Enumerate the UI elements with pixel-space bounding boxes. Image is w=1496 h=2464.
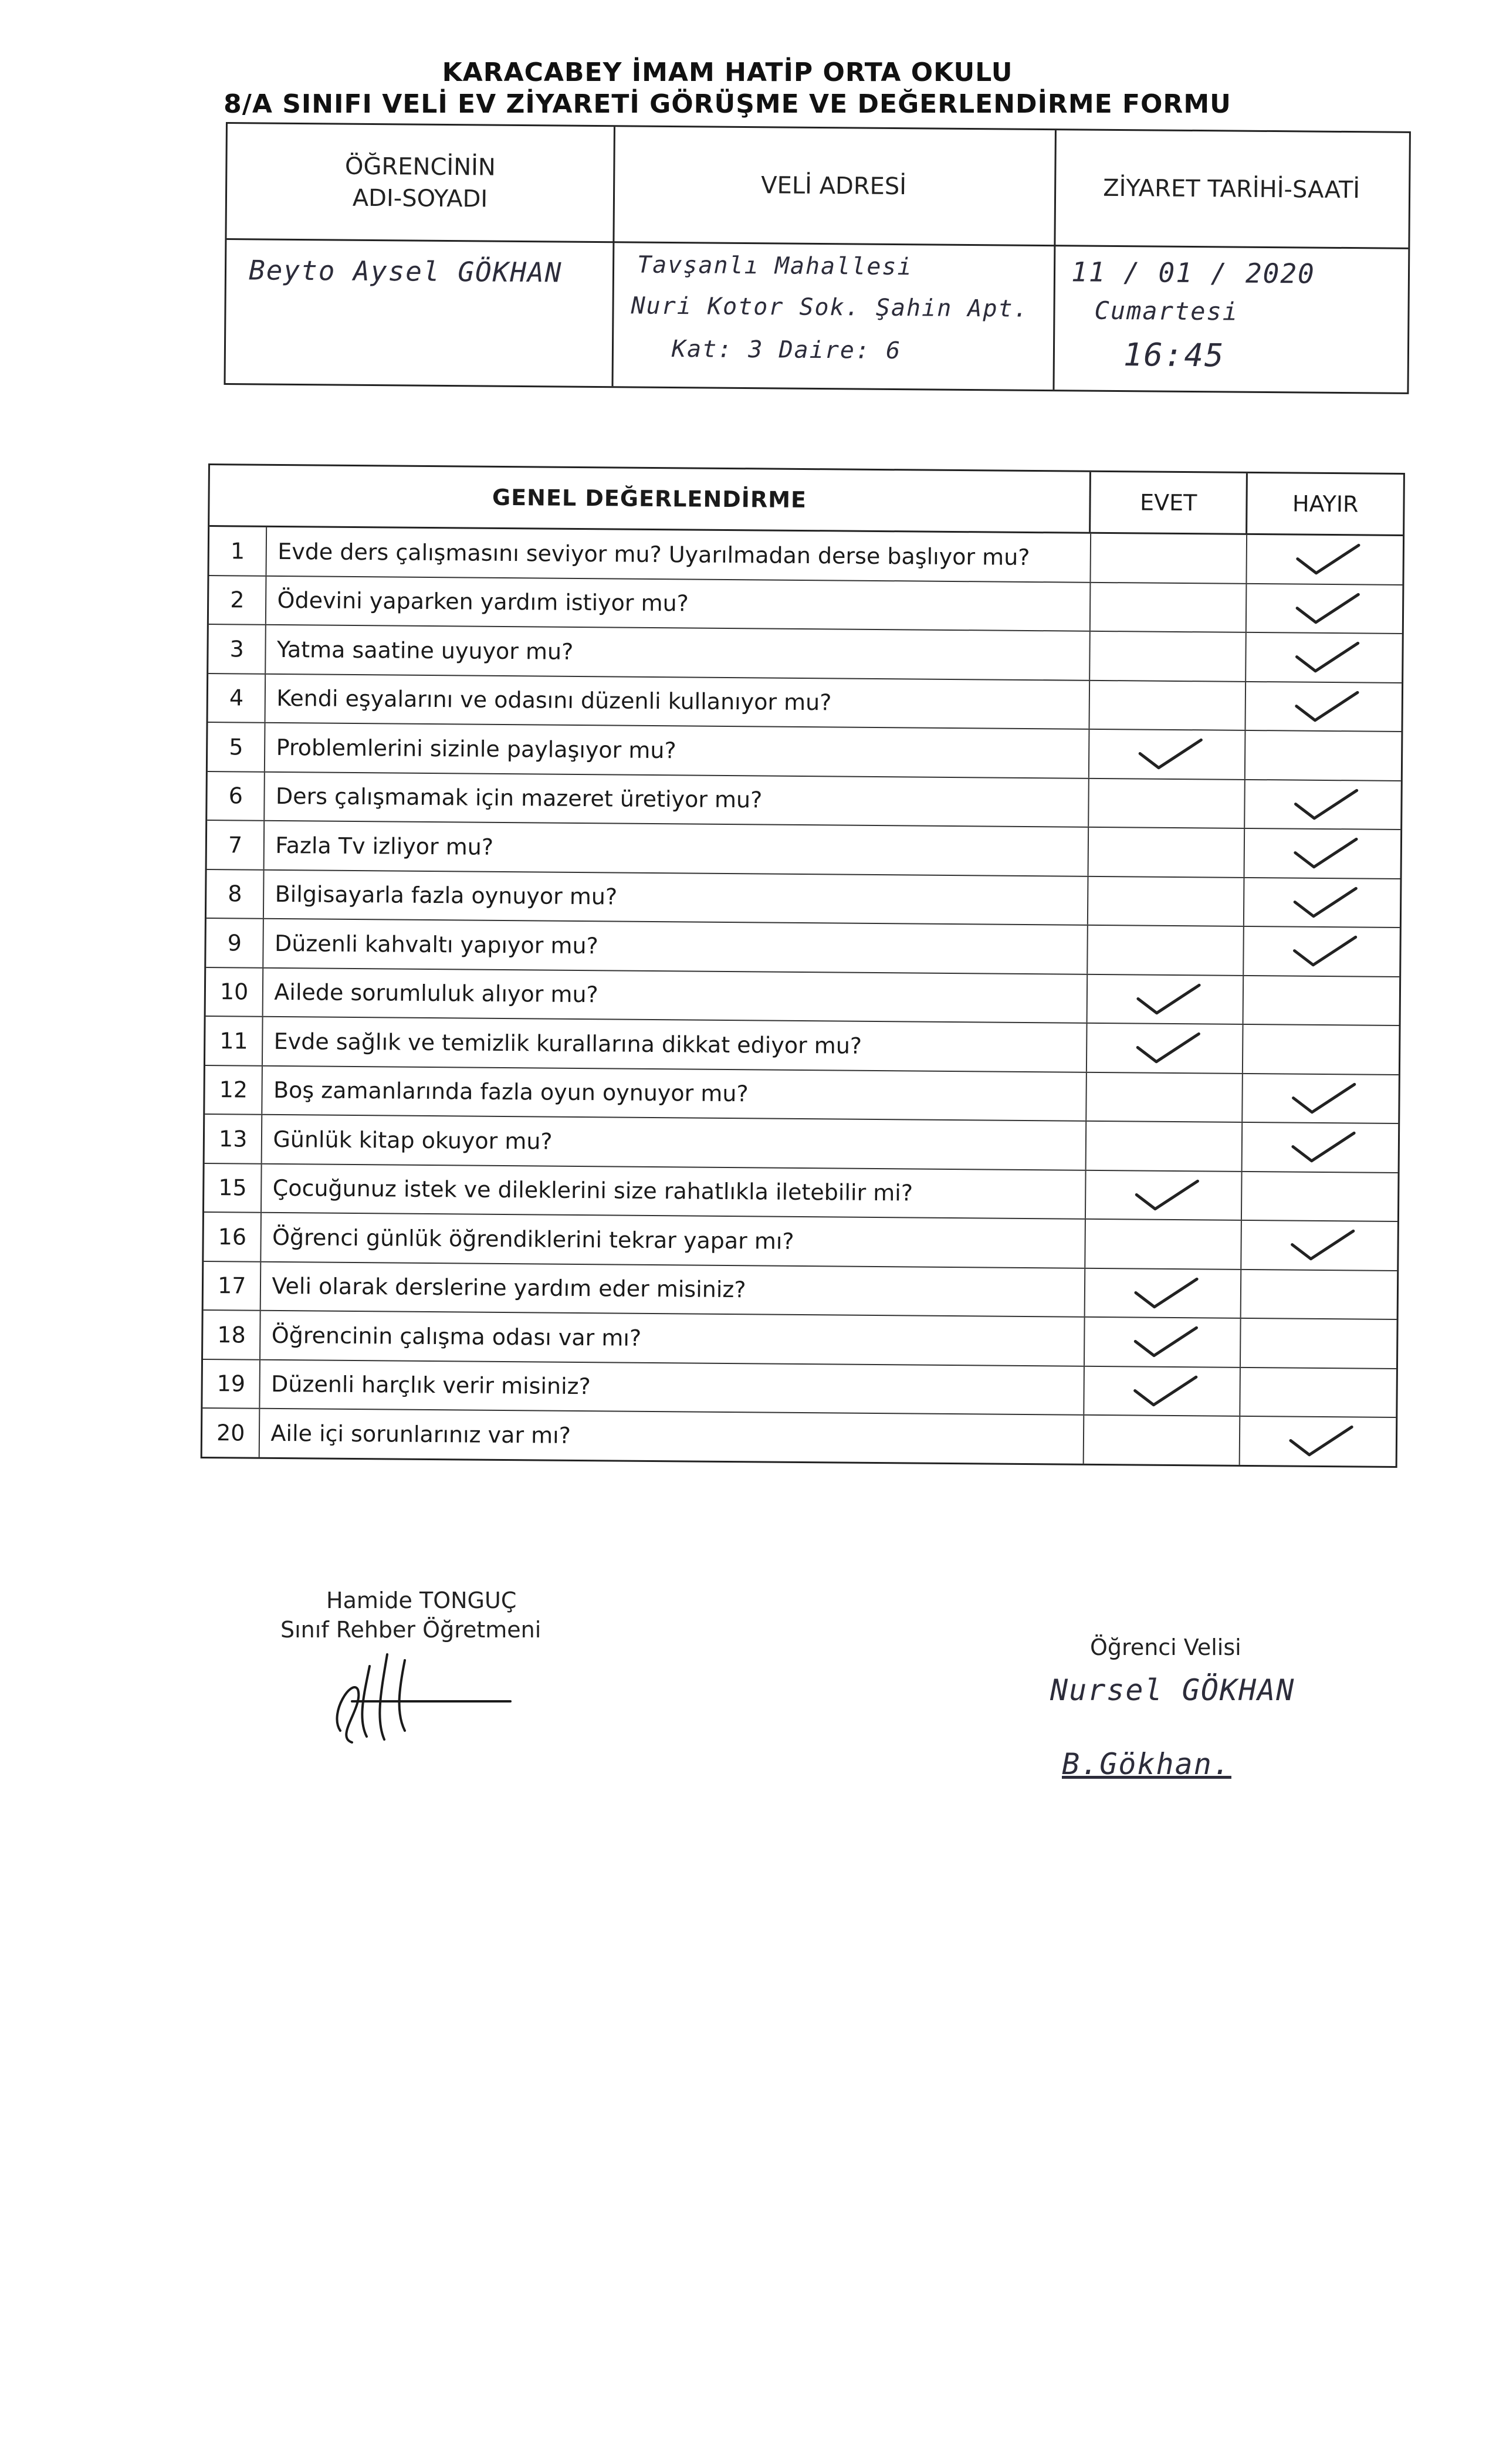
- address-line2: Nuri Kotor Sok. Şahin Apt.: [631, 292, 1029, 323]
- check-mark-icon: [1291, 784, 1362, 825]
- no-cell: [1241, 1221, 1397, 1270]
- table-row: [207, 870, 1400, 928]
- table-row: [204, 1163, 1398, 1221]
- row-question: Günlük kitap okuyor mu?: [273, 1126, 553, 1155]
- student-header-line1: ÖĞRENCİNİN: [344, 153, 496, 181]
- blank-area: [0, 2042, 1496, 2464]
- no-cell: [1243, 878, 1400, 927]
- no-cell: [1242, 1025, 1399, 1074]
- table-row: [204, 1213, 1397, 1271]
- yes-cell: [1087, 876, 1244, 926]
- yes-cell: [1088, 779, 1244, 828]
- no-column-header: HAYIR: [1246, 473, 1403, 534]
- no-cell: [1246, 535, 1403, 584]
- table-row: [207, 772, 1401, 830]
- row-question: Aile içi sorunlarınız var mı?: [270, 1420, 571, 1448]
- row-number: 10: [206, 967, 264, 1016]
- row-number: 19: [202, 1359, 260, 1407]
- visit-date: 11 / 01 / 2020: [1071, 256, 1315, 290]
- visit-day: Cumartesi: [1094, 296, 1239, 326]
- address-line1: Tavşanlı Mahallesi: [637, 251, 913, 281]
- row-question: Ailede sorumluluk alıyor mu?: [274, 979, 598, 1008]
- yes-cell: [1087, 828, 1244, 877]
- form-title: 8/A SINIFI VELİ EV ZİYARETİ GÖRÜŞME VE DEĞERLENDİRME FORMU: [224, 89, 1231, 119]
- row-question: Boş zamanlarında fazla oyun oynuyor mu?: [273, 1077, 749, 1107]
- row-question: Yatma saatine uyuyor mu?: [276, 636, 574, 665]
- visit-header: [1054, 130, 1409, 248]
- student-name-value: Beyto Aysel GÖKHAN: [248, 254, 563, 289]
- yes-cell: [1085, 1170, 1241, 1220]
- table-row: [206, 919, 1400, 977]
- no-cell: [1240, 1270, 1397, 1319]
- row-number: 4: [208, 674, 266, 722]
- yes-cell: [1086, 974, 1243, 1024]
- no-cell: [1240, 1368, 1396, 1417]
- check-mark-icon: [1130, 1370, 1201, 1412]
- no-cell: [1239, 1417, 1396, 1466]
- check-mark-icon: [1292, 588, 1363, 629]
- yes-cell: [1087, 926, 1243, 975]
- check-mark-icon: [1135, 733, 1206, 775]
- yes-cell: [1089, 534, 1246, 583]
- yes-column-header: EVET: [1089, 472, 1246, 533]
- no-cell: [1244, 731, 1401, 780]
- row-question: Öğrenci günlük öğrendiklerini tekrar yapar mı?: [272, 1224, 794, 1254]
- table-row: [209, 527, 1403, 585]
- address-header-label: VELİ ADRESİ: [761, 171, 907, 200]
- no-cell: [1245, 633, 1402, 682]
- table-row: [209, 576, 1403, 634]
- table-row: [205, 1115, 1399, 1173]
- row-number: 16: [204, 1213, 262, 1261]
- no-cell: [1240, 1319, 1396, 1368]
- row-question: Evde sağlık ve temizlik kurallarına dikkat ediyor mu?: [273, 1028, 862, 1059]
- row-question: Düzenli harçlık verir misiniz?: [270, 1371, 591, 1400]
- table-row: [202, 1409, 1396, 1465]
- table-row: [205, 1065, 1399, 1123]
- student-header-line2: ADI-SOYADI: [352, 184, 488, 213]
- row-question: Fazla Tv izliyor mu?: [275, 832, 494, 860]
- no-cell: [1244, 829, 1400, 878]
- address-header: [612, 127, 1055, 245]
- student-name-header: [226, 124, 614, 241]
- yes-cell: [1089, 583, 1246, 632]
- table-row: [208, 723, 1402, 781]
- check-mark-icon: [1288, 1224, 1359, 1266]
- row-number: 17: [204, 1261, 262, 1309]
- yes-cell: [1084, 1268, 1241, 1318]
- check-mark-icon: [1133, 1027, 1204, 1069]
- no-cell: [1242, 1074, 1399, 1123]
- table-row: [203, 1311, 1397, 1369]
- table-row: [208, 674, 1402, 732]
- no-cell: [1243, 976, 1399, 1025]
- check-mark-icon: [1292, 637, 1363, 679]
- row-question: Ders çalışmamak için mazeret üretiyor mu?: [275, 783, 763, 813]
- check-mark-icon: [1289, 1078, 1360, 1119]
- yes-cell: [1084, 1220, 1241, 1269]
- teacher-title: Sınıf Rehber Öğretmeni: [280, 1617, 541, 1643]
- check-mark-icon: [1132, 1175, 1203, 1216]
- yes-cell: [1088, 681, 1245, 730]
- check-mark-icon: [1133, 979, 1204, 1020]
- yes-cell: [1084, 1318, 1240, 1367]
- yes-cell: [1083, 1416, 1240, 1465]
- row-number: 12: [205, 1065, 263, 1113]
- info-table: [224, 122, 1410, 394]
- row-question: Evde ders çalışmasını seviyor mu? Uyarılmadan derse başlıyor mu?: [277, 538, 1030, 570]
- no-cell: [1243, 927, 1400, 976]
- visit-time: 16:45: [1123, 336, 1225, 374]
- row-question: Kendi eşyalarını ve odasını düzenli kullanıyor mu?: [276, 685, 832, 716]
- evaluation-table: [201, 463, 1405, 1467]
- row-question: Problemlerini sizinle paylaşıyor mu?: [276, 734, 676, 764]
- row-number: 20: [202, 1409, 260, 1457]
- table-row: [208, 625, 1402, 683]
- no-cell: [1244, 780, 1401, 829]
- check-mark-icon: [1292, 686, 1363, 727]
- teacher-signature: [317, 1643, 516, 1748]
- row-number: 7: [207, 821, 265, 869]
- evaluation-header: GENEL DEĞERLENDİRME: [492, 484, 807, 513]
- yes-cell: [1089, 632, 1245, 681]
- parent-name: Nursel GÖKHAN: [1050, 1673, 1295, 1707]
- check-mark-icon: [1131, 1272, 1202, 1314]
- check-mark-icon: [1286, 1420, 1357, 1462]
- school-title: KARACABEY İMAM HATİP ORTA OKULU: [442, 57, 1013, 87]
- row-number: 18: [203, 1311, 261, 1359]
- parent-signature: B.Gökhan.: [1062, 1747, 1231, 1781]
- row-question: Ödevini yaparken yardım istiyor mu?: [277, 587, 689, 617]
- table-row: [206, 967, 1400, 1025]
- check-mark-icon: [1291, 833, 1362, 875]
- no-cell: [1245, 584, 1402, 633]
- row-number: 2: [209, 576, 267, 624]
- yes-cell: [1083, 1366, 1240, 1416]
- evaluation-rows: [202, 527, 1403, 1465]
- teacher-name: Hamide TONGUÇ: [326, 1588, 517, 1613]
- row-number: 1: [209, 527, 268, 575]
- table-row: [204, 1261, 1397, 1319]
- table-row: [202, 1359, 1396, 1417]
- visit-header-label: ZİYARET TARİHİ-SAATİ: [1103, 174, 1360, 204]
- address-line3: Kat: 3 Daire: 6: [671, 335, 902, 365]
- no-cell: [1245, 682, 1402, 731]
- table-row: [205, 1017, 1399, 1075]
- check-mark-icon: [1293, 539, 1364, 581]
- row-number: 8: [207, 870, 265, 918]
- row-number: 11: [205, 1017, 263, 1065]
- parent-title: Öğrenci Velisi: [1090, 1634, 1241, 1660]
- yes-cell: [1086, 1024, 1243, 1073]
- check-mark-icon: [1131, 1321, 1201, 1363]
- check-mark-icon: [1288, 1126, 1359, 1168]
- evaluation-header-row: [209, 465, 1403, 536]
- check-mark-icon: [1290, 931, 1361, 973]
- row-number: 6: [207, 772, 265, 820]
- row-number: 13: [205, 1115, 263, 1163]
- table-row: [207, 821, 1401, 879]
- yes-cell: [1085, 1122, 1241, 1171]
- row-number: 15: [204, 1163, 262, 1211]
- row-question: Bilgisayarla fazla oynuyor mu?: [275, 881, 618, 910]
- no-cell: [1241, 1172, 1397, 1221]
- row-question: Çocuğunuz istek ve dileklerini size rahatlıkla iletebilir mi?: [272, 1175, 913, 1206]
- yes-cell: [1085, 1072, 1242, 1122]
- check-mark-icon: [1290, 882, 1361, 923]
- row-number: 9: [206, 919, 264, 967]
- no-cell: [1241, 1123, 1398, 1172]
- row-question: Veli olarak derslerine yardım eder misiniz?: [272, 1273, 746, 1303]
- yes-cell: [1088, 730, 1245, 779]
- row-number: 3: [208, 625, 266, 673]
- row-question: Düzenli kahvaltı yapıyor mu?: [274, 930, 598, 959]
- row-number: 5: [208, 723, 266, 771]
- row-question: Öğrencinin çalışma odası var mı?: [271, 1322, 642, 1351]
